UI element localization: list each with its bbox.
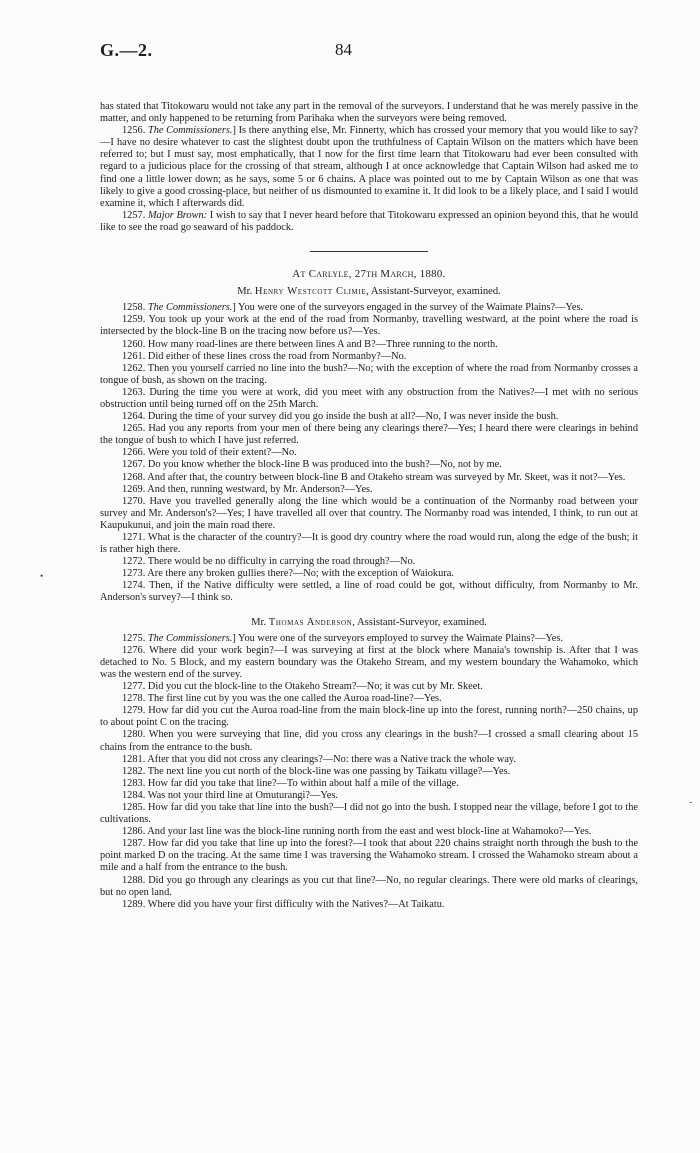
question-text: Have you travelled generally along the line which would be a continuation of the Normanby road between your survey and Mr. Anderson's?—Yes; I have travelled all over that country. The Normanby road was intended, I think, to run out at Kaupukunui, and join the main road there. <box>100 495 638 531</box>
question-number: 1272. <box>122 556 146 568</box>
question-number: 1286. <box>122 826 146 838</box>
question-text: During the time of your survey did you go inside the bush at all?—No, I was never inside the bush. <box>147 411 559 423</box>
question-text: How far did you take that line?—To within about half a mile of the village. <box>147 777 459 789</box>
question-text: ] You were one of the surveyors engaged in the survey of the Waimate Plains?—Yes. <box>232 302 584 314</box>
question-number: 1262. <box>122 362 146 374</box>
question-number: 1285. <box>122 801 146 813</box>
question-text: Then you yourself carried no line into the bush?—No; with the exception of where the road from Normanby crosses a tongue of bush, as shown on the tracing. <box>100 362 638 386</box>
question-1289 <box>100 899 638 911</box>
continuation-paragraph: has stated that Titokowaru would not take any part in the removal of the surveyors. I understand that he was merely passive in the matter, and only happened to be returning from Parihaka when the surveyors were being removed. <box>100 101 638 125</box>
document-body <box>100 101 638 911</box>
question-1270 <box>100 496 638 532</box>
question-number: 1259. <box>122 314 146 326</box>
witness-heading-climie <box>100 286 638 298</box>
question-number: 1280. <box>122 729 146 741</box>
question-1266 <box>100 447 638 459</box>
witness-heading-anderson <box>100 617 638 629</box>
question-1281 <box>100 754 638 766</box>
question-1273 <box>100 568 638 580</box>
question-number: 1271. <box>122 532 146 543</box>
speaker: The Commissioners. <box>147 632 233 644</box>
question-text: Did you cut the block-line to the Otakeho Stream?—No; it was cut by Mr. Skeet. <box>147 681 483 693</box>
question-1256 <box>100 125 638 210</box>
witness-name: Henry Westcott Climie <box>254 286 367 298</box>
witness-role: , Assistant-Surveyor, examined. <box>352 616 487 628</box>
question-text: Were you told of their extent?—No. <box>147 447 297 459</box>
question-1276 <box>100 645 638 681</box>
question-1271 <box>100 532 638 556</box>
question-number: 1266. <box>122 447 146 459</box>
question-1286 <box>100 826 638 838</box>
question-text: Had you any reports from your men of there being any clearings there?—Yes; I heard there were clearings in behind the tongue of bush to which I have just referred. <box>100 423 639 447</box>
question-number: 1263. <box>122 386 146 398</box>
question-number: 1278. <box>122 693 146 705</box>
question-text: ] You were one of the surveyors employed to survey the Waimate Plains?—Yes. <box>232 632 563 644</box>
question-1269 <box>100 484 638 496</box>
question-1283 <box>100 778 638 790</box>
question-text: How far did you take that line into the bush?—I did not go into the bush. I stopped near the village, before I got to the cultivations. <box>100 801 638 826</box>
question-text: Was not your third line at Omuturangi?—Yes. <box>147 789 339 801</box>
question-1267 <box>100 459 638 471</box>
section-divider <box>310 251 428 252</box>
question-1264 <box>100 411 638 423</box>
question-1282 <box>100 766 638 778</box>
speaker: Major Brown: <box>147 209 208 221</box>
question-1277 <box>100 681 638 693</box>
question-1272 <box>100 556 638 568</box>
question-1275 <box>100 633 638 645</box>
question-text: And then, running westward, by Mr. Anderson?—Yes. <box>147 483 373 495</box>
question-text: After that you did not cross any clearings?—No: there was a Native track the whole way. <box>147 753 517 765</box>
question-number: 1265. <box>122 423 146 435</box>
question-1285 <box>100 802 638 826</box>
page-number: 84 <box>335 40 352 59</box>
question-number: 1275. <box>122 632 146 644</box>
question-text: I wish to say that I never heard before that Titokowaru expressed an opinion beyond this, that he would like to see the road go seaward of his paddock. <box>100 209 638 233</box>
place-heading <box>100 268 638 280</box>
question-number: 1279. <box>122 705 146 717</box>
question-number: 1269. <box>122 483 146 495</box>
anderson-examination <box>100 633 638 911</box>
question-1262 <box>100 363 638 387</box>
question-text: Did you go through any clearings as you cut that line?—No, no regular clearings. There were old marks of clearings, but no open land. <box>100 874 638 898</box>
question-1280 <box>100 729 638 753</box>
question-number: 1283. <box>122 777 146 789</box>
question-1258 <box>100 302 638 314</box>
question-1279 <box>100 705 638 729</box>
sheet-id: G.—2. <box>100 40 153 60</box>
witness-title: Mr. <box>251 616 269 628</box>
question-number: 1274. <box>122 580 146 592</box>
question-text: Then, if the Native difficulty were settled, a line of road could be got, without difficulty, from Normanby to Mr. Anderson's survey?—I think so. <box>100 580 638 604</box>
question-text: ] Is there anything else, Mr. Finnerty, which has crossed your memory that you would like to say?—I have no desire whatever to cast the slightest doubt upon the truthfulness of Captain Wilson on the matters which have been referred to; but I must say, most emphatically, that I now for the first time learn that Titokowaru had ever been consulted with regard to a judicious place for the crossing of that stream, although I at once acknowledge that Captain Wilson had asked me to find one a little lower down; as he says, some 5 or 6 chains. A place was pointed out to me by Captain Wilson as one that was likely to give a good crossing-place, but neither of us dismounted to examine it. It did look to be a likely place, and I said I would examine it, which I afterwards did. <box>100 125 638 209</box>
question-number: 1261. <box>122 350 146 362</box>
question-1261 <box>100 351 638 363</box>
question-text: There would be no difficulty in carrying the road through?—No. <box>147 556 416 568</box>
speaker: The Commissioners. <box>147 302 233 314</box>
question-1257 <box>100 210 638 234</box>
speaker: The Commissioners. <box>147 125 233 137</box>
question-1274 <box>100 580 638 604</box>
question-number: 1282. <box>122 765 146 777</box>
question-1278 <box>100 693 638 705</box>
question-text: You took up your work at the end of the road from Normanby, travelling westward, at the point where the road is intersected by the block-line B on the tracing now before us?—Yes. <box>100 314 639 338</box>
question-1263 <box>100 387 638 411</box>
witness-name: Thomas Anderson <box>268 616 353 628</box>
question-text: Do you know whether the block-line B was produced into the bush?—No, not by me. <box>147 459 502 471</box>
question-number: 1276. <box>122 644 146 656</box>
margin-dot: • <box>40 571 44 581</box>
place-date: 27th March <box>354 268 414 281</box>
question-1268 <box>100 472 638 484</box>
question-text: What is the character of the country?—It is good dry country where the road would run, along the edge of the bush; it is rather high there. <box>100 532 639 556</box>
question-1288 <box>100 875 638 899</box>
question-text: And your last line was the block-line running north from the east and west block-line at Wahamoko?—Yes. <box>147 826 592 838</box>
question-number: 1287. <box>122 838 146 850</box>
witness-role: , Assistant-Surveyor, examined. <box>366 286 501 298</box>
question-number: 1277. <box>122 681 146 693</box>
question-number: 1258. <box>122 302 146 314</box>
question-number: 1288. <box>122 874 146 886</box>
question-1265 <box>100 423 638 447</box>
question-text: How many road-lines are there between lines A and B?—Three running to the north. <box>147 338 498 350</box>
question-text: Where did you have your first difficulty with the Natives?—At Taikatu. <box>147 898 445 910</box>
question-text: Did either of these lines cross the road from Normanby?—No. <box>147 350 407 362</box>
question-number: 1260. <box>122 338 146 350</box>
question-number: 1270. <box>122 495 146 507</box>
question-text: The next line you cut north of the block-line was one passing by Taikatu village?—Yes. <box>147 765 511 777</box>
question-number: 1284. <box>122 789 146 801</box>
place-year: , 1880. <box>413 268 446 281</box>
question-text: And after that, the country between block-line B and Otakeho stream was surveyed by Mr. Skeet, was it not?—Yes. <box>147 471 626 483</box>
question-number: 1268. <box>122 471 146 483</box>
question-1287 <box>100 838 638 874</box>
climie-examination <box>100 302 638 604</box>
question-number: 1267. <box>122 459 146 471</box>
question-1260 <box>100 339 638 351</box>
question-text: How far did you cut the Auroa road-line from the main block-line up into the forest, running north?—250 chains, up to about point C on the tracing. <box>100 705 638 729</box>
question-number: 1281. <box>122 753 146 765</box>
question-text: During the time you were at work, did you meet with any obstruction from the Natives?—I met with no serious obstruction until being turned off on the 25th March. <box>100 386 638 410</box>
place-prefix: At Carlyle, <box>292 268 355 281</box>
question-1284 <box>100 790 638 802</box>
question-number: 1289. <box>122 898 146 910</box>
question-text: The first line cut by you was the one called the Auroa road-line?—Yes. <box>147 693 442 705</box>
witness-title: Mr. <box>237 286 255 298</box>
question-number: 1264. <box>122 411 146 423</box>
question-number: 1256. <box>122 125 146 137</box>
question-number: 1257. <box>122 209 146 221</box>
question-1259 <box>100 314 638 338</box>
question-text: Are there any broken gullies there?—No; with the exception of Waiokura. <box>147 568 454 580</box>
margin-mark: - <box>689 797 693 808</box>
question-number: 1273. <box>122 568 146 580</box>
question-text: Where did your work begin?—I was surveying at first at the block where Manaia's township is. After that I was detached to No. 5 Block, and my eastern boundary was the Otakeho Stream, and my western boundary the Wahamoko, which was the western end of the survey. <box>100 644 638 680</box>
question-text: When you were surveying that line, did you cross any clearings in the bush?—I crossed a small clearing about 15 chains from the entrance to the bush. <box>100 729 638 753</box>
question-text: How far did you take that line up into the forest?—I took that about 220 chains straight north through the bush to the point marked D on the tracing. At the same time I was traversing the Wahamoko stream. I crossed the Wahamoko stream about a mile and a half from the entrance to the bush. <box>100 838 638 874</box>
page-header <box>100 40 630 64</box>
